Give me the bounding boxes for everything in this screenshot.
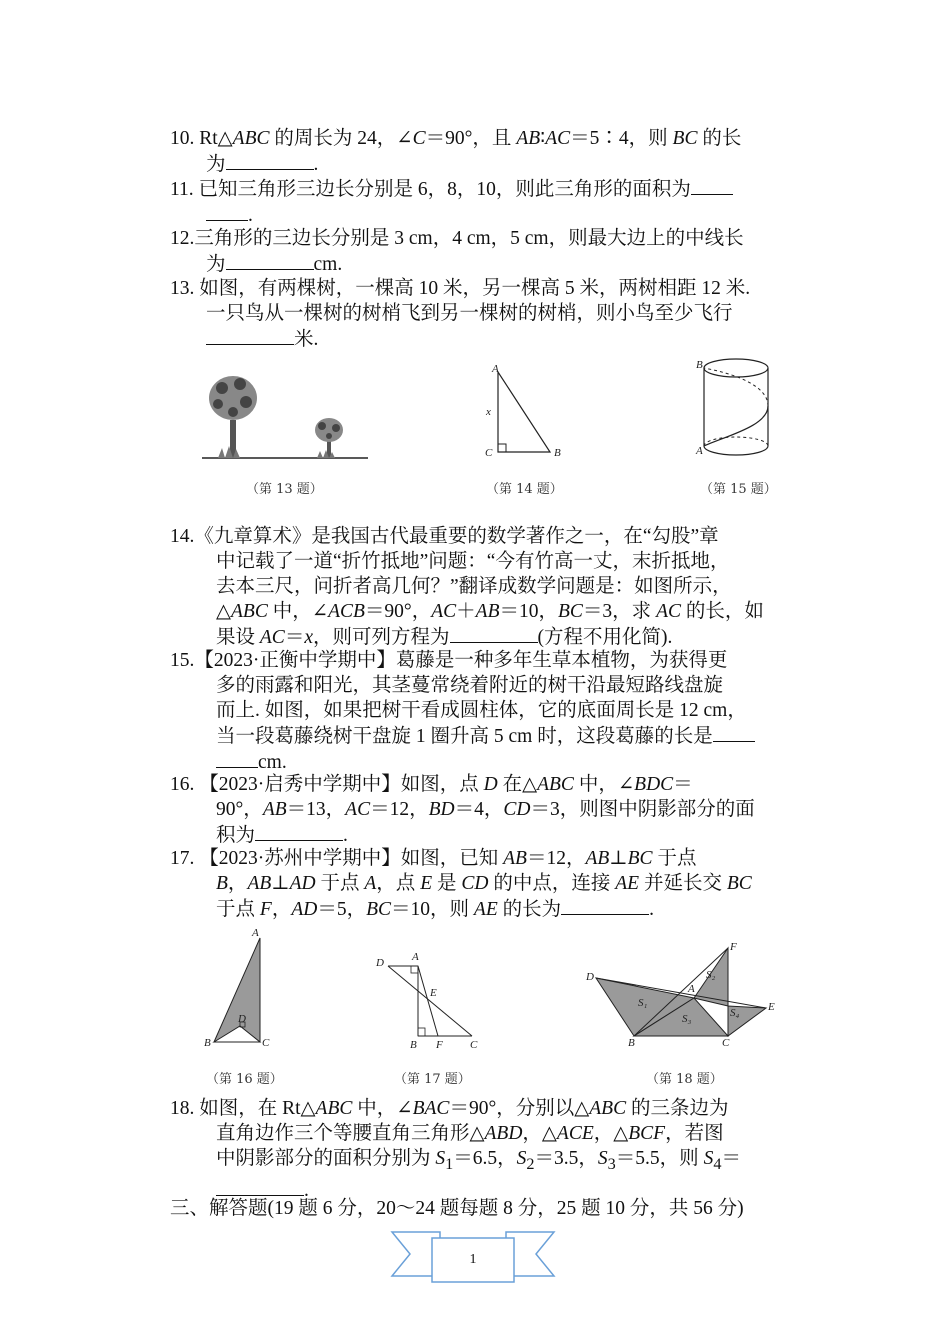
svg-text:B: B (554, 447, 561, 459)
svg-text:S₃: S₃ (682, 1013, 692, 1025)
svg-text:E: E (768, 1001, 775, 1013)
answer-blank[interactable] (450, 624, 538, 643)
answer-blank[interactable] (691, 176, 733, 195)
svg-text:x: x (486, 406, 491, 418)
figure-16 (200, 926, 280, 1052)
answer-blank[interactable] (226, 251, 314, 270)
question-15: 15.【2023·正衡中学期中】葛藤是一种多年生草本植物，为获得更 多的雨露和阳光，其茎蔓常绕着附近的树干沿最短路线盘旋 而上. 如图，如果把树干看成圆柱体，它的底面周长是 12 cm， 当一段葛藤绕树干盘旋 1 圈升高 5 cm 时，这段葛藤的长是 cm. (170, 648, 810, 775)
svg-text:B: B (696, 359, 703, 371)
svg-text:B: B (410, 1039, 417, 1051)
figure-17 (372, 944, 492, 1054)
answer-blank[interactable] (561, 896, 649, 915)
answer-blank-cont[interactable] (206, 202, 248, 221)
question-13: 13. 如图，有两棵树，一棵高 10 米，另一棵高 5 米，两树相距 12 米. 一只鸟从一棵树的树梢飞到另一棵树的树梢，则小鸟至少飞行 米. (170, 278, 751, 350)
question-12: 12.三角形的三边长分别是 3 cm，4 cm，5 cm，则最大边上的中线长 为 cm. (170, 228, 744, 275)
figure-14-triangle (480, 360, 580, 460)
svg-text:A: A (696, 445, 703, 457)
svg-text:D: D (376, 957, 384, 969)
svg-text:E: E (430, 987, 437, 999)
svg-text:A: A (252, 927, 259, 939)
answer-blank[interactable] (206, 326, 294, 345)
svg-text:F: F (436, 1039, 443, 1051)
figure-13-trees (200, 372, 370, 464)
figure-18 (582, 936, 782, 1054)
figure-15-cylinder (696, 356, 786, 466)
question-14: 14.《九章算术》是我国古代最重要的数学著作之一，在“勾股”章 中记载了一道“折竹抵地”问题：“今有竹高一丈，末折抵地， 去本三尺，问折者高几何？”翻译成数学问题是：如图所示， △ABC 中，∠ACB＝90°，AC＋AB＝10，BC＝3，求 AC 的长，如 果设 AC＝x，则可列方程为 (方程不用化简). (170, 526, 764, 648)
svg-text:C: C (262, 1037, 270, 1049)
page-number: 1 (469, 1252, 477, 1267)
question-11: 11. 已知三角形三边长分别是 6，8，10，则此三角形的面积为 . (170, 176, 810, 228)
caption-14: （第 14 题） (486, 482, 563, 497)
svg-text:D: D (586, 971, 594, 983)
caption-16: （第 16 题） (206, 1072, 283, 1087)
answer-blank[interactable] (226, 151, 314, 170)
answer-blank[interactable] (255, 822, 343, 841)
caption-13: （第 13 题） (246, 482, 323, 497)
svg-text:A: A (688, 983, 695, 995)
answer-blank-cont[interactable] (216, 749, 258, 768)
svg-text:S₁: S₁ (638, 997, 648, 1009)
caption-18: （第 18 题） (646, 1072, 723, 1087)
caption-17: （第 17 题） (394, 1072, 471, 1087)
svg-text:B: B (628, 1037, 635, 1049)
question-10: 10. Rt△ABC 的周长为 24，∠C＝90°，且 AB∶AC＝5∶4，则 BC 的长 为 . (170, 128, 742, 175)
question-17: 17. 【2023·苏州中学期中】如图，已知 AB＝12，AB⊥BC 于点 B，AB⊥AD 于点 A，点 E 是 CD 的中点，连接 AE 并延长交 BC 于点 F，AD＝5，BC＝10，则 AE 的长为 . (170, 848, 752, 920)
answer-blank[interactable] (713, 723, 755, 742)
question-16: 16. 【2023·启秀中学期中】如图，点 D 在△ABC 中，∠BDC＝ 90°，AB＝13，AC＝12，BD＝4，CD＝3，则图中阴影部分的面 积为 . (170, 774, 755, 846)
svg-text:C: C (470, 1039, 478, 1051)
svg-text:S₄: S₄ (730, 1007, 740, 1019)
question-18: 18. 如图，在 Rt△ABC 中，∠BAC＝90°，分别以△ABC 的三条边为 直角边作三个等腰直角三角形△ABD，△ACE，△BCF，若图 中阴影部分的面积分别为 $S_1=6.5$，$S_2=3.5$，$S_3=5.5$，则 $S_4=$ . (170, 1098, 741, 1201)
svg-text:C: C (722, 1037, 730, 1049)
svg-text:S₂: S₂ (706, 969, 716, 981)
svg-text:C: C (485, 447, 493, 459)
caption-15: （第 15 题） (700, 482, 777, 497)
section-3-heading: 三、解答题(19 题 6 分，20～24 题每题 8 分，25 题 10 分，共 56 分) (170, 1198, 744, 1219)
svg-text:A: A (492, 363, 499, 375)
svg-text:F: F (730, 941, 737, 953)
svg-text:A: A (412, 951, 419, 963)
svg-text:B: B (204, 1037, 211, 1049)
svg-text:D: D (238, 1013, 246, 1025)
answer-blank[interactable] (216, 1177, 304, 1196)
